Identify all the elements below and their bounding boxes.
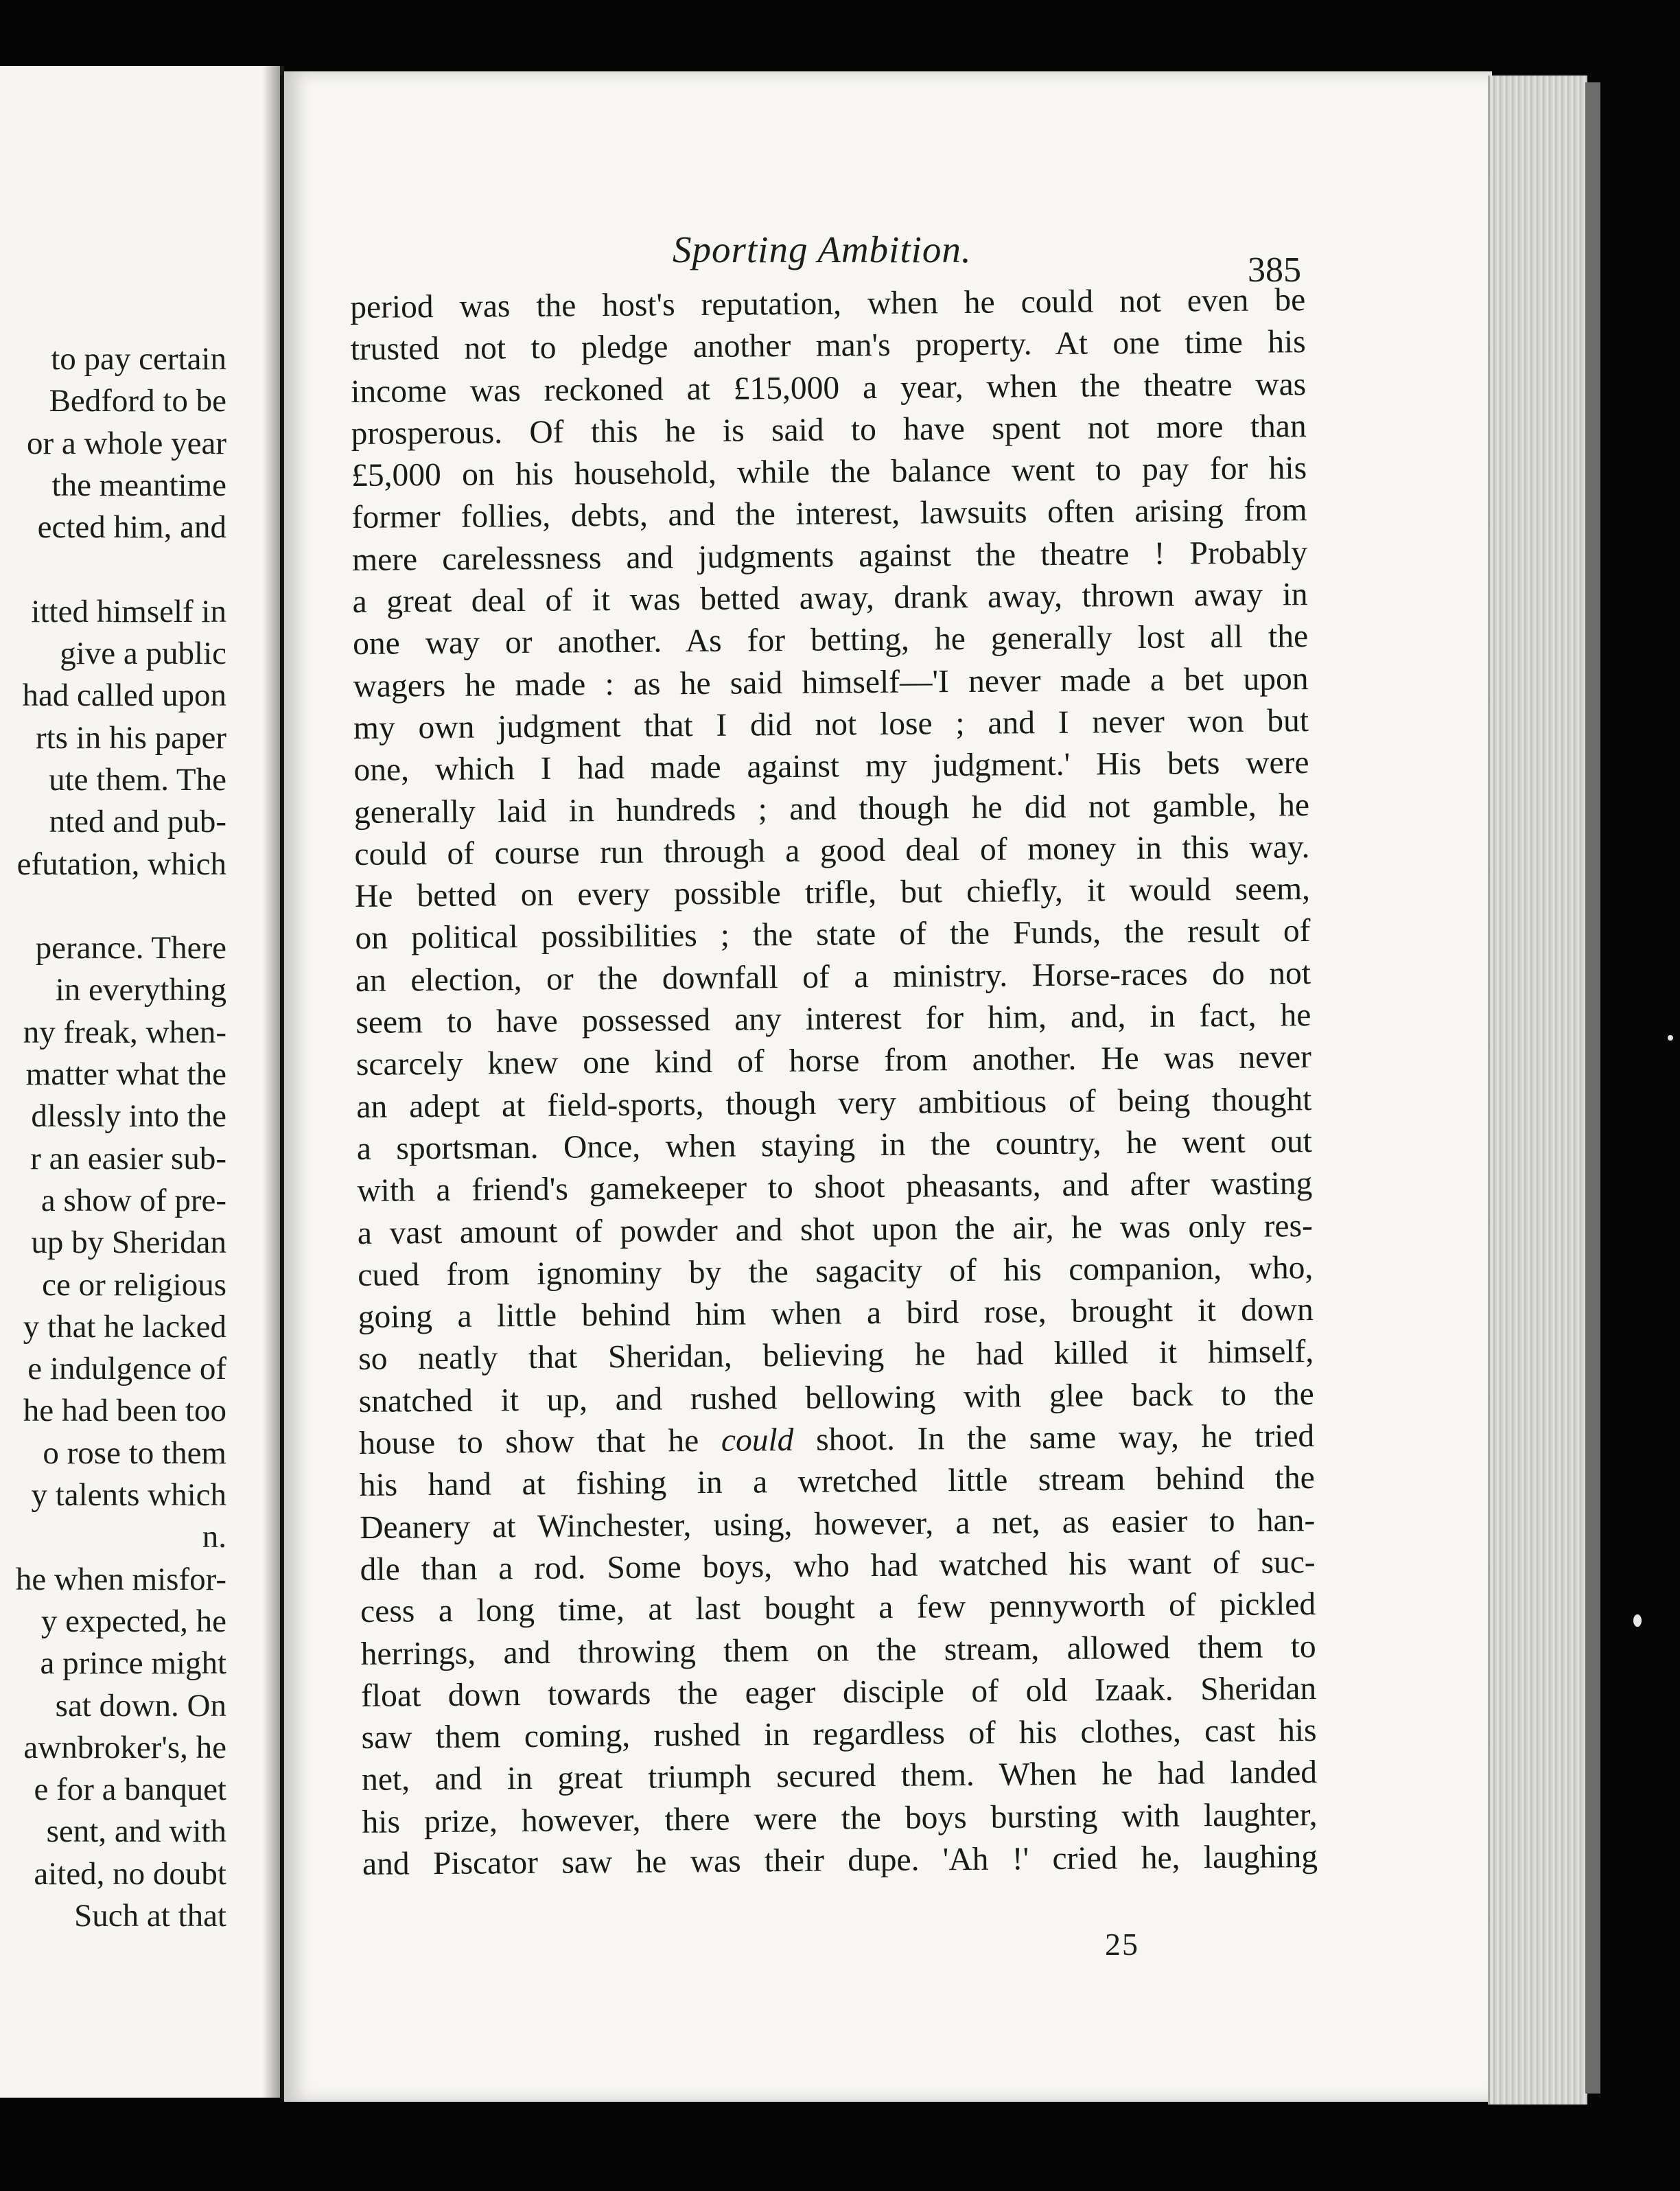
left-page-line: e for a banquet — [34, 1772, 226, 1808]
left-page-line: sat down. On — [55, 1687, 226, 1724]
left-page-line: y that he lacked — [23, 1308, 226, 1345]
body-text-line: wagers he made : as he said himself—'I never made a bet upon — [353, 660, 1309, 704]
page-edges-shadow — [1585, 82, 1600, 2094]
left-page-line: ce or religious — [42, 1266, 226, 1303]
left-page-line: aited, no doubt — [34, 1855, 226, 1892]
left-page-line: give a public — [60, 636, 226, 672]
left-page-line: in everything — [55, 972, 226, 1008]
body-text-line: so neatly that Sheridan, believing he had killed it himself, — [358, 1334, 1314, 1378]
left-page-line: o rose to them — [43, 1435, 226, 1471]
body-text-line: seem to have possessed any interest for him, and, in fact, he — [355, 997, 1311, 1041]
body-text-line: and Piscator saw he was their dupe. 'Ah !' cried he, laughing — [362, 1838, 1318, 1882]
body-text-line: a vast amount of powder and shot upon the air, he was only res- — [357, 1207, 1313, 1251]
left-page-line: matter what the — [25, 1056, 226, 1093]
body-text-line: trusted not to pledge another man's property. At one time his — [350, 324, 1306, 368]
body-text-line: my own judgment that I did not lose ; and I never won but — [353, 703, 1309, 746]
left-page-line: y talents which — [31, 1477, 226, 1514]
left-page-line: he had been too — [23, 1393, 226, 1429]
left-page-line: awnbroker's, he — [23, 1729, 226, 1765]
left-page-line: to pay certain — [51, 341, 226, 377]
left-page-line: he when misfor- — [15, 1561, 226, 1597]
left-page-line — [0, 548, 226, 590]
body-text-line: float down towards the eager disciple of old Izaak. Sheridan — [360, 1670, 1317, 1714]
left-page-line: n. — [202, 1519, 226, 1555]
body-text-line: a sportsman. Once, when staying in the country, he went out — [356, 1123, 1313, 1167]
left-page-line: up by Sheridan — [31, 1225, 226, 1261]
gutter-shadow — [262, 66, 280, 2098]
left-page-line: perance. There — [35, 930, 226, 966]
scan-speck — [1668, 1035, 1673, 1041]
body-text-line: house to show that he could shoot. In the same way, he tried — [359, 1418, 1315, 1461]
left-page-line: itted himself in — [31, 593, 226, 629]
left-page-line: the meantime — [51, 467, 226, 503]
body-text-line: an election, or the downfall of a ministry. Horse-races do not — [355, 955, 1311, 999]
body-text-line: He betted on every possible trifle, but chiefly, it would seem, — [354, 871, 1311, 915]
page-edges — [1488, 76, 1587, 2105]
left-page-line: efutation, which — [16, 846, 226, 882]
left-page-line: ny freak, when- — [23, 1014, 226, 1050]
body-text-line: cess a long time, at last bought a few pennyworth of pickled — [360, 1586, 1316, 1630]
signature-mark: 25 — [1105, 1927, 1139, 1962]
body-text-line: former follies, debts, and the interest, lawsuits often arising from — [351, 492, 1307, 536]
left-page-line: Such at that — [74, 1897, 226, 1934]
body-text-line: £5,000 on his household, while the balance went to pay for his — [351, 450, 1307, 494]
body-text-line: one way or another. As for betting, he generally lost all the — [352, 618, 1309, 662]
left-page-text — [0, 338, 226, 1937]
left-page-line — [0, 885, 226, 927]
left-page-line: r an easier sub- — [30, 1140, 226, 1176]
body-text-line: dle than a rod. Some boys, who had watched his want of suc- — [360, 1544, 1316, 1588]
body-text-line: scarcely knew one kind of horse from another. He was never — [355, 1039, 1312, 1083]
body-text-line: his hand at fishing in a wretched little stream behind the — [359, 1460, 1315, 1504]
left-page-line: dlessly into the — [31, 1098, 226, 1135]
page-number: 385 — [1248, 251, 1301, 290]
body-text-line: mere carelessness and judgments against the theatre ! Probably — [351, 534, 1308, 578]
body-text-line: on political possibilities ; the state of the Funds, the result of — [355, 913, 1311, 957]
body-text-line: Deanery at Winchester, using, however, a net, as easier to han- — [359, 1502, 1316, 1546]
body-text-line: an adept at field-sports, though very ambitious of being thought — [356, 1081, 1312, 1125]
body-text-line: snatched it up, and rushed bellowing with glee back to the — [358, 1376, 1314, 1419]
left-page-line: y expected, he — [40, 1603, 226, 1639]
body-text-line: generally laid in hundreds ; and though he did not gamble, he — [353, 787, 1310, 831]
scan-speck — [1633, 1614, 1642, 1627]
body-text — [350, 279, 1318, 1886]
left-page-line: ected him, and — [37, 509, 226, 546]
left-page-line: had called upon — [22, 677, 226, 714]
left-page-line: e indulgence of — [27, 1351, 226, 1387]
body-text-line: net, and in great triumph secured them. When he had landed — [361, 1754, 1318, 1798]
running-head: Sporting Ambition. — [673, 229, 972, 270]
body-text-line: one, which I had made against my judgment.' His bets were — [353, 745, 1309, 789]
body-text-line: a great deal of it was betted away, drank away, thrown away in — [352, 577, 1308, 621]
left-page-line: Bedford to be — [49, 383, 226, 419]
left-page — [0, 66, 284, 2098]
body-text-line: could of course run through a good deal of money in this way. — [354, 828, 1310, 872]
left-page-line: ute them. The — [49, 761, 226, 798]
left-page-line: sent, and with — [46, 1813, 226, 1850]
body-text-line: income was reckoned at £15,000 a year, when the theatre was — [350, 366, 1307, 410]
body-text-line: cued from ignominy by the sagacity of his companion, who, — [358, 1249, 1314, 1293]
body-text-line: herrings, and throwing them on the stream, allowed them to — [360, 1628, 1316, 1672]
body-text-line: prosperous. Of this he is said to have spent not more than — [351, 408, 1307, 452]
left-page-line: nted and pub- — [49, 804, 226, 840]
body-text-line: with a friend's gamekeeper to shoot pheasants, and after wasting — [357, 1166, 1313, 1209]
body-text-line: his prize, however, there were the boys bursting with laughter, — [362, 1796, 1318, 1840]
left-page-line: a prince might — [40, 1645, 226, 1682]
body-text-line: period was the host's reputation, when he could not even be — [350, 282, 1306, 325]
body-text-line: going a little behind him when a bird rose, brought it down — [358, 1292, 1314, 1336]
left-page-line: rts in his paper — [35, 719, 226, 756]
body-text-line: saw them coming, rushed in regardless of his clothes, cast his — [361, 1713, 1317, 1757]
left-page-line: a show of pre- — [40, 1182, 226, 1218]
left-page-line: or a whole year — [27, 425, 226, 461]
